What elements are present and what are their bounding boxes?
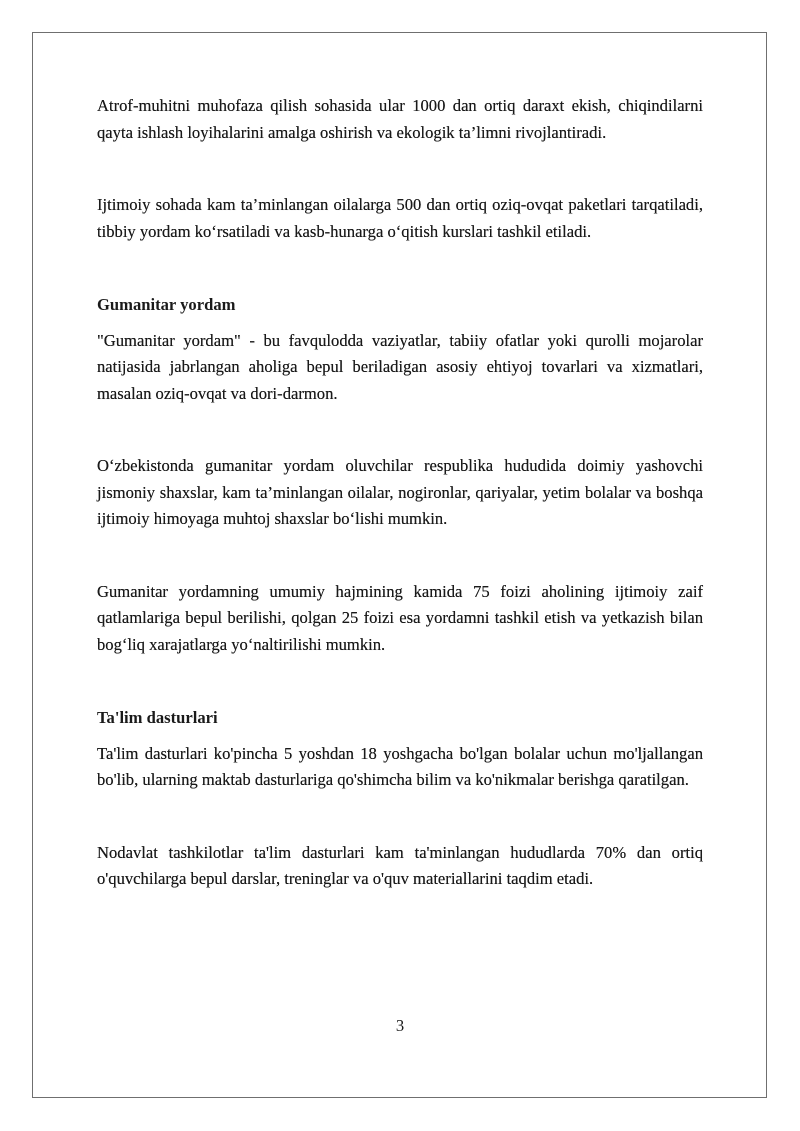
paragraph-humanitarian-definition: "Gumanitar yordam" - bu favqulodda vaziyatlar, tabiiy ofatlar yoki qurolli mojarolar natijasida jabrlangan aholiga bepul beriladigan asosiy ehtiyoj tovarlari va xizmatlari, masalan oziq-ovqat va dori-darmon. [97,330,703,403]
heading-education-programs: Ta'lim dasturlari [97,708,218,727]
heading-spacer [97,732,703,741]
paragraph-social: Ijtimoiy sohada kam ta’minlangan oilalarga 500 dan ortiq oziq-ovqat paketlari tarqatiladi, tibbiy yordam ko‘rsatiladi va kasb-hunarga o‘qitish kurslari tashkil etiladi. [97,195,703,241]
paragraph-environment: Atrof-muhitni muhofaza qilish sohasida ular 1000 dan ortiq daraxt ekish, chiqindilarni qayta ishlash loyihalarini amalga oshirish va ekologik ta’limni rivojlantiradi. [97,96,703,142]
document-body [97,93,703,893]
paragraph-education-ngo: Nodavlat tashkilotlar ta'lim dasturlari kam ta'minlangan hududlarda 70% dan ortiq o'quvchilarga bepul darslar, treninglar va o'quv materiallarini taqdim etadi. [97,842,703,888]
paragraph-humanitarian-recipients: O‘zbekistonda gumanitar yordam oluvchilar respublika hududida doimiy yashovchi jismoniy shaxslar, kam ta’minlangan oilalar, nogironlar, qariyalar, yetim bolalar va boshqa ijtimoiy himoyaga muhtoj shaxslar bo‘lishi mumkin. [97,456,703,528]
paragraph-spacer [97,407,703,453]
heading-humanitarian-aid: Gumanitar yordam [97,295,236,314]
paragraph-humanitarian-distribution: Gumanitar yordamning umumiy hajmining kamida 75 foizi aholining ijtimoiy zaif qatlamlariga bepul berilishi, qolgan 25 foizi esa yordamni tashkil etish va yetkazish bilan bog‘liq xarajatlarga yo‘naltirilishi mumkin. [97,581,703,654]
paragraph-spacer [97,146,703,192]
paragraph-spacer [97,533,703,579]
section-spacer [97,658,703,705]
page-number: 3 [395,1016,405,1035]
paragraph-spacer [97,794,703,840]
paragraph-education-target: Ta'lim dasturlari ko'pincha 5 yoshdan 18 yoshgacha bo'lgan bolalar uchun mo'ljallangan bo'lib, ularning maktab dasturlariga qo'shimcha bilim va ko'nikmalar berishga qaratilgan. [97,743,703,789]
heading-spacer [97,319,703,328]
section-spacer [97,245,703,292]
